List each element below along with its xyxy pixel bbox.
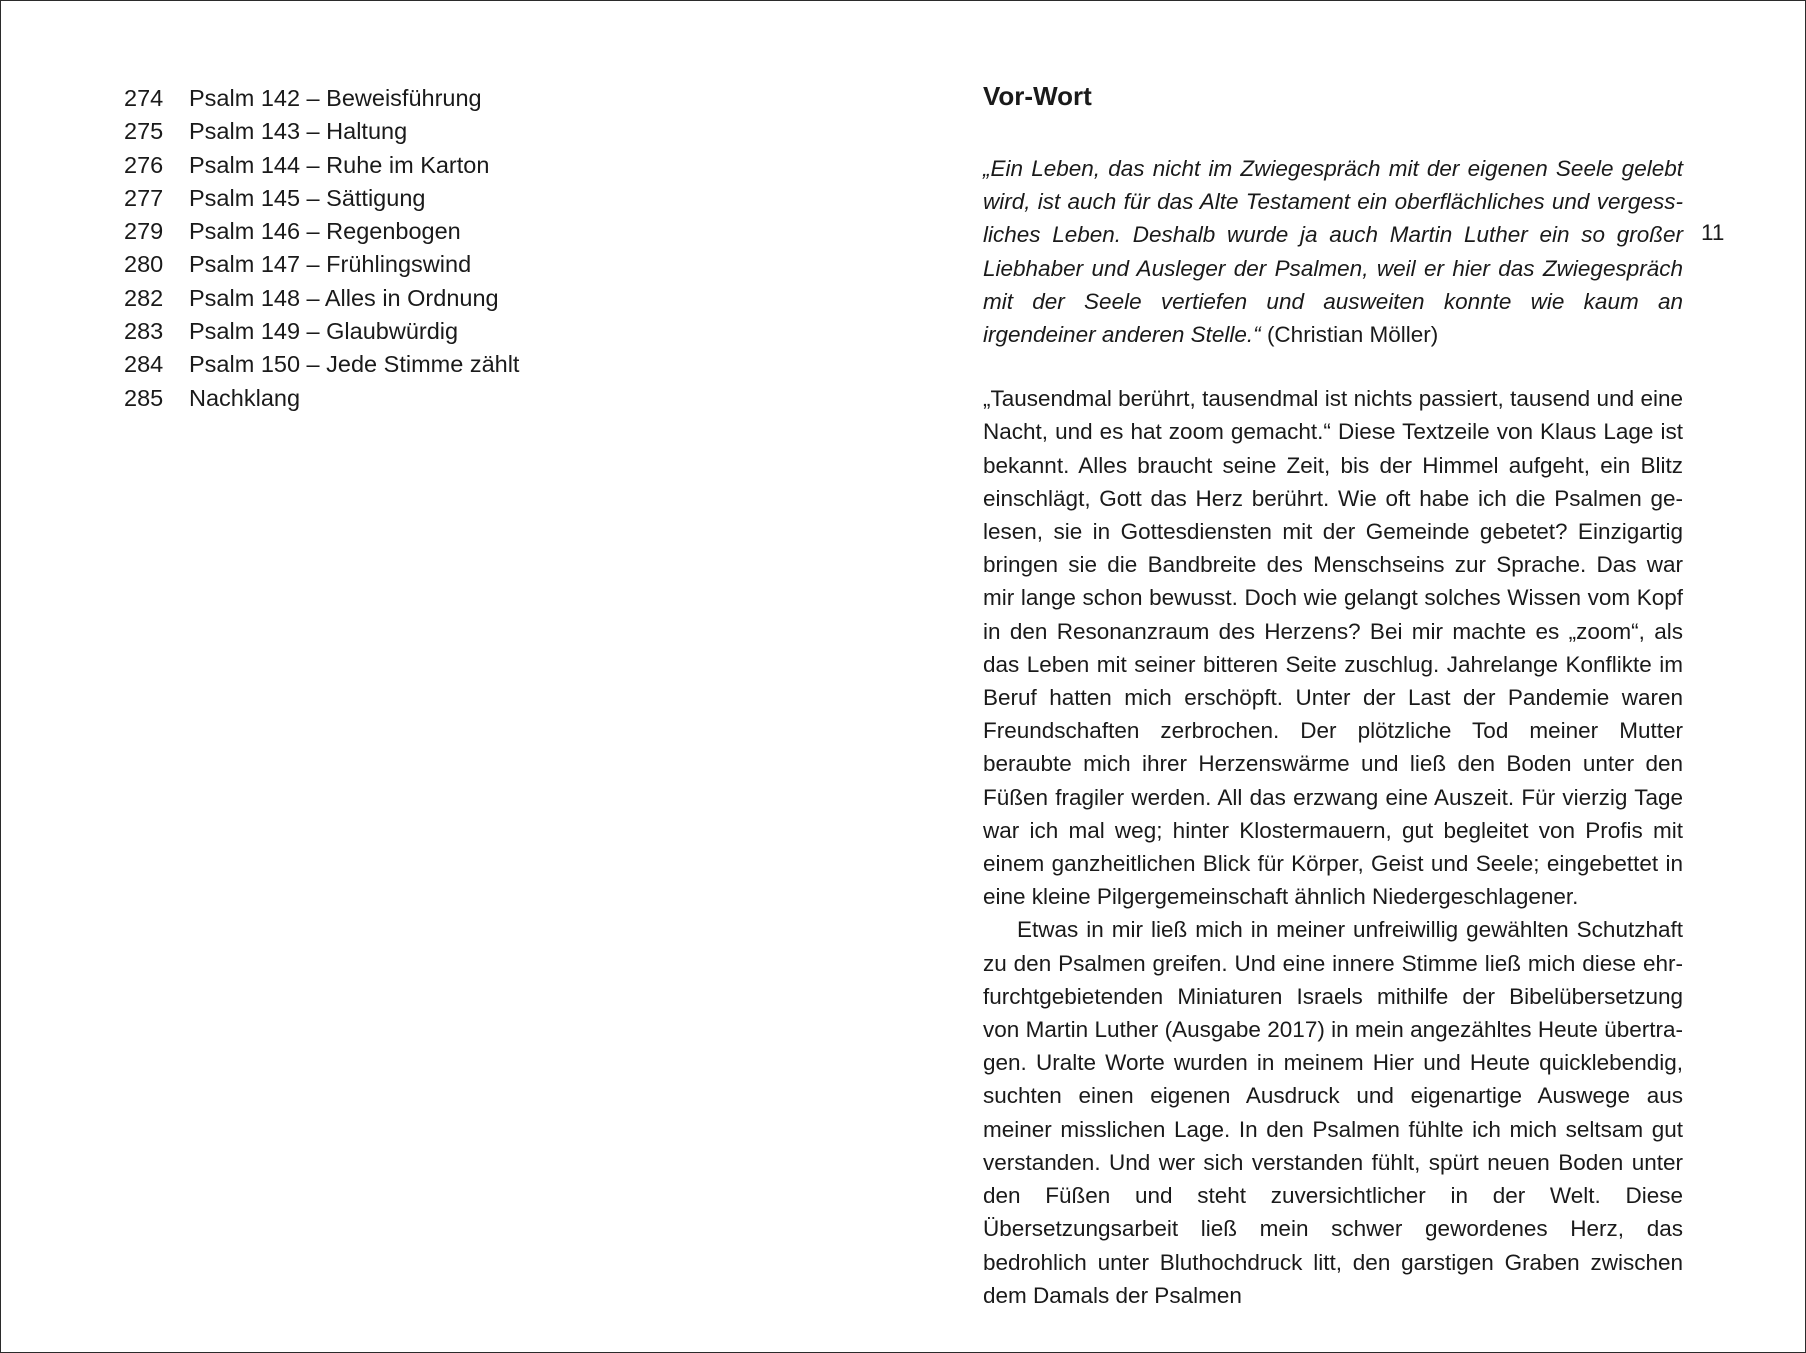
toc-title: Psalm 142 – Beweisführung	[189, 85, 482, 111]
toc-page-number: 284	[124, 351, 164, 378]
toc-entry	[124, 348, 824, 381]
toc-title: Psalm 143 – Haltung	[189, 118, 408, 145]
toc-title: Psalm 147 – Frühlingswind	[189, 251, 472, 278]
toc-entry	[124, 248, 824, 281]
toc-title: Psalm 149 – Glaubwürdig	[189, 318, 459, 345]
toc-title: Psalm 146 – Regenbogen	[189, 218, 461, 245]
paragraph: Etwas in mir ließ mich in meiner unfreiwillig gewählten Schutzhaft zu den Psalmen greifen. Und eine innere Stimme ließ mich diese ehrfurchtgebietenden Miniaturen Israels mithilfe der Bibelübersetzung von Martin Luther (Ausgabe 2017) in mein angezähltes Heute übertragen. Uralte Worte wurden in meinem Hier und Heute quicklebendig, suchten einen eigenen Ausdruck und eigenartige Auswege aus meiner misslichen Lage. In den Psalmen fühlte ich mich seltsam gut verstanden. Und wer sich verstanden fühlt, spürt neuen Boden unter den Füßen und steht zuversichtlicher in der Welt. Diese Übersetzungsarbeit ließ mein schwer gewordenes Herz, das bedrohlich unter Bluthochdruck litt, den garstigen Graben zwischen dem Damals der Psalmen	[983, 917, 1683, 1308]
toc-entry	[124, 382, 824, 415]
right-page-text	[983, 78, 1683, 1312]
toc-page-number: 277	[124, 184, 164, 211]
chapter-heading: Vor-Wort	[983, 81, 1092, 111]
toc-title: Psalm 145 – Sättigung	[189, 184, 426, 211]
toc-page-number: 279	[124, 218, 164, 245]
toc-entry	[124, 82, 824, 115]
toc-entry	[124, 182, 824, 215]
toc-page-number: 275	[124, 118, 164, 145]
paragraph: „Tausendmal berührt, tausendmal ist nichts passiert, tausend und eine Nacht, und es hat zoom gemacht.“ Diese Textzeile von Klaus Lage ist bekannt. Alles braucht seine Zeit, bis der Himmel aufgeht, ein Blitz einschlägt, Gott das Herz berührt. Wie oft habe ich die Psalmen gelesen, sie in Gottesdiensten mit der Gemeinde gebetet? Einzigartig bringen sie die Bandbreite des Menschseins zur Sprache. Das war mir lange schon bewusst. Doch wie gelangt solches Wissen vom Kopf in den Resonanzraum des Herzens? Bei mir machte es „zoom“, als das Leben mit seiner bitteren Seite zuschlug. Jahrelange Konflikte im Beruf hatten mich erschöpft. Unter der Last der Pandemie waren Freundschaften zerbrochen. Der plötzliche Tod meiner Mutter beraubte mich ihrer Herzenswärme und ließ den Boden unter den Füßen fragiler werden. All das erzwang eine Auszeit. Für vierzig Tage war ich mal weg; hinter Klostermauern, gut begleitet von Profis mit einem ganzheitlichen Blick für Körper, Geist und Seele; eingebettet in eine kleine Pilgergemeinschaft ähnlich Niedergeschlagener.	[983, 386, 1683, 910]
toc-page-number: 280	[124, 251, 164, 278]
toc-title: Psalm 148 – Alles in Ordnung	[189, 284, 499, 311]
epigraph-quote: „Ein Leben, das nicht im Zwiegespräch mit der eigenen Seele gelebt wird, ist auch für das Alte Testament ein oberflächliches und vergessliches Leben. Deshalb wurde ja auch Martin Luther ein so großer Liebhaber und Ausleger der Psalmen, weil er hier das Zwiegespräch mit der Seele vertiefen und ausweiten konnte wie kaum an irgendeiner anderen Stelle.“	[983, 156, 1683, 348]
toc-page-number: 285	[124, 384, 164, 411]
table-of-contents	[124, 82, 824, 415]
toc-title: Psalm 144 – Ruhe im Karton	[189, 151, 490, 178]
toc-entry	[124, 315, 824, 348]
epigraph-source: (Christian Möller)	[1260, 322, 1439, 348]
toc-title: Psalm 150 – Jede Stimme zählt	[189, 351, 520, 378]
toc-page-number: 282	[124, 284, 164, 311]
toc-entry	[124, 215, 824, 248]
toc-entry	[124, 282, 824, 315]
toc-page-number: 276	[124, 151, 164, 178]
toc-page-number: 283	[124, 318, 164, 345]
toc-title: Nachklang	[189, 384, 301, 411]
epigraph	[983, 152, 1683, 351]
body-text	[983, 382, 1683, 1312]
toc-entry	[124, 149, 824, 182]
toc-entry	[124, 115, 824, 148]
toc-page-number: 274	[124, 85, 164, 111]
page-number: 11	[1701, 220, 1725, 245]
